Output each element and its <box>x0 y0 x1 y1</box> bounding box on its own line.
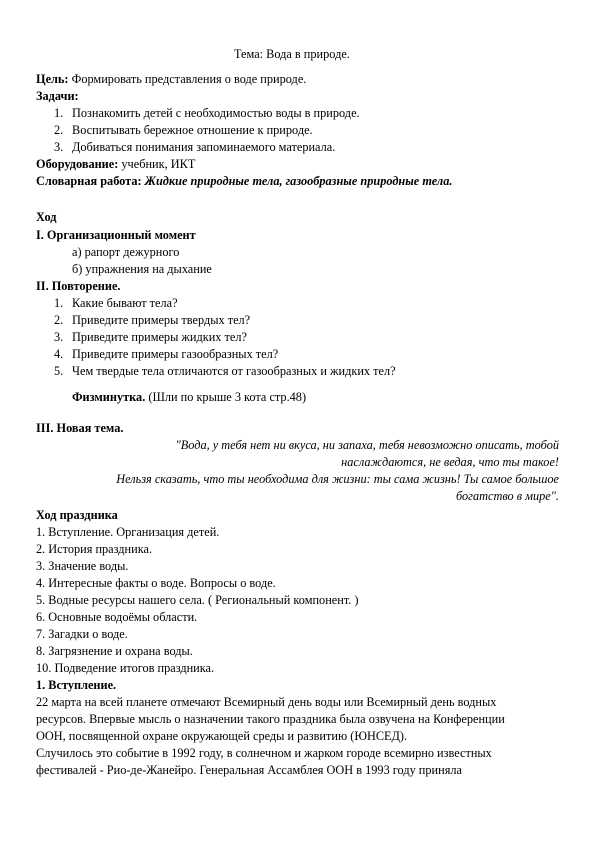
holiday-item: 4. Интересные факты о воде. Вопросы о воде. <box>36 576 276 590</box>
intro-paragraph-line: Случилось это событие в 1992 году, в солнечном и жарком городе всемирно известных <box>36 746 492 760</box>
course-heading: Ход <box>36 210 57 224</box>
intro-paragraph-line: фестивалей - Рио-де-Жанейро. Генеральная Ассамблея ООН в 1993 году приняла <box>36 763 462 777</box>
page-title: Тема: Вода в природе. <box>234 47 350 61</box>
section2-heading: II. Повторение. <box>36 279 121 293</box>
intro-paragraph-line: ООН, посвященной охране окружающей среды и развитию (ЮНСЕД). <box>36 729 408 743</box>
question-item: 5. Чем твердые тела отличаются от газообразных и жидких тел? <box>54 364 396 378</box>
section1-item: а) рапорт дежурного <box>72 245 180 259</box>
quote-line: "Вода, у тебя нет ни вкуса, ни запаха, тебя невозможно описать, тобой <box>175 438 559 452</box>
holiday-item: 2. История праздника. <box>36 542 153 556</box>
vocab-line <box>36 173 452 189</box>
quote-line: наслаждаются, не ведая, что ты такое! <box>341 455 559 469</box>
holiday-item: 8. Загрязнение и охрана воды. <box>36 644 193 658</box>
holiday-item: 1. Вступление. Организация детей. <box>36 525 220 539</box>
equipment-line <box>36 156 195 172</box>
fizminutka-text: (Шли по крыше 3 кота стр.48) <box>145 390 307 404</box>
task-item: 1. Познакомить детей с необходимостью воды в природе. <box>54 106 360 120</box>
question-item: 1. Какие бывают тела? <box>54 296 178 310</box>
intro-heading: 1. Вступление. <box>36 678 117 692</box>
quote-line: богатство в мире". <box>456 489 559 503</box>
quote-line: Нельзя сказать, что ты необходима для жизни: ты сама жизнь! Ты самое большое <box>116 472 559 486</box>
section3-heading: III. Новая тема. <box>36 421 124 435</box>
holiday-item: 6. Основные водоёмы области. <box>36 610 198 624</box>
holiday-item: 5. Водные ресурсы нашего села. ( Региональный компонент. ) <box>36 593 359 607</box>
holiday-item: 3. Значение воды. <box>36 559 129 573</box>
question-item: 3. Приведите примеры жидких тел? <box>54 330 247 344</box>
goal-label: Цель: <box>36 72 69 86</box>
intro-paragraph-line: ресурсов. Впервые мысль о назначении такого праздника была озвучена на Конференции <box>36 712 505 726</box>
fizminutka-line <box>72 389 306 405</box>
section1-heading: I. Организационный момент <box>36 228 196 242</box>
task-item: 2. Воспитывать бережное отношение к природе. <box>54 123 313 137</box>
equipment-text: учебник, ИКТ <box>118 157 196 171</box>
tasks-label: Задачи: <box>36 89 79 103</box>
question-item: 4. Приведите примеры газообразных тел? <box>54 347 279 361</box>
vocab-text: Жидкие природные тела, газообразные природные тела. <box>141 174 453 188</box>
equipment-label: Оборудование: <box>36 157 119 171</box>
task-item: 3. Добиваться понимания запоминаемого материала. <box>54 140 336 154</box>
question-item: 2. Приведите примеры твердых тел? <box>54 313 251 327</box>
goal-text: Формировать представления о воде природе. <box>68 72 307 86</box>
vocab-label: Словарная работа: <box>36 174 142 188</box>
section1-item: б) упражнения на дыхание <box>72 262 212 276</box>
holiday-item: 7. Загадки о воде. <box>36 627 128 641</box>
holiday-item: 10. Подведение итогов праздника. <box>36 661 215 675</box>
goal-line <box>36 71 306 87</box>
holiday-heading: Ход праздника <box>36 508 118 522</box>
intro-paragraph-line: 22 марта на всей планете отмечают Всемирный день воды или Всемирный день водных <box>36 695 497 709</box>
fizminutka-label: Физминутка. <box>72 390 146 404</box>
